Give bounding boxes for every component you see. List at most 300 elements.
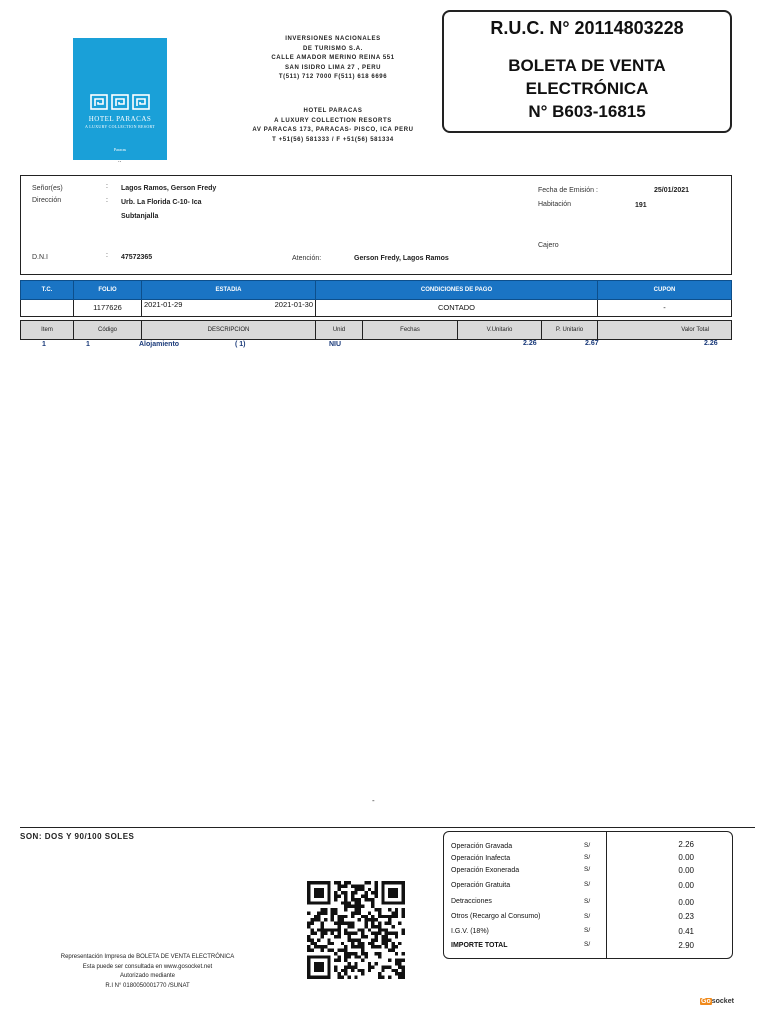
qr-module <box>348 938 351 941</box>
qr-module <box>317 881 320 884</box>
qr-module <box>395 952 398 955</box>
qr-module <box>337 928 340 931</box>
qr-module <box>334 952 337 955</box>
qr-module <box>381 915 384 918</box>
qr-module <box>368 965 371 968</box>
qr-module <box>307 884 310 887</box>
qr-module <box>368 942 371 945</box>
qr-module <box>358 908 361 911</box>
qr-module <box>375 918 378 921</box>
total-value-importe: 2.90 <box>678 941 694 950</box>
qr-module <box>368 898 371 901</box>
qr-module <box>331 942 334 945</box>
qr-module <box>327 976 330 979</box>
qr-module <box>358 942 361 945</box>
qr-module <box>402 908 405 911</box>
qr-module <box>321 945 324 948</box>
amount-in-words: SON: DOS Y 90/100 SOLES <box>20 832 135 841</box>
qr-module <box>398 962 401 965</box>
qr-module <box>375 935 378 938</box>
qr-module <box>310 881 313 884</box>
logo-place: Paracas <box>113 147 127 152</box>
qr-module <box>337 955 340 958</box>
qr-module <box>344 915 347 918</box>
qr-module <box>310 938 313 941</box>
qr-module <box>307 922 310 925</box>
qr-module <box>317 938 320 941</box>
currency-symbol: S/ <box>584 842 591 849</box>
estadia-from: 2021-01-29 <box>144 300 183 309</box>
qr-module <box>344 955 347 958</box>
qr-module <box>321 901 324 904</box>
qr-module <box>307 972 310 975</box>
qr-module <box>378 976 381 979</box>
qr-module <box>334 881 337 884</box>
currency-symbol: S/ <box>584 941 591 948</box>
qr-module <box>327 965 330 968</box>
qr-module <box>398 881 401 884</box>
qr-module <box>368 881 371 884</box>
item-p-unitario: 2.67 <box>585 340 599 347</box>
qr-module <box>351 945 354 948</box>
qr-module <box>385 935 388 938</box>
qr-module <box>368 969 371 972</box>
logo-dot: .. <box>118 158 122 164</box>
qr-module <box>321 932 324 935</box>
col-tc: T.C. <box>21 281 74 299</box>
qr-module <box>358 928 361 931</box>
company-line: T(511) 712 7000 F(511) 618 6696 <box>278 74 388 80</box>
qr-module <box>344 908 347 911</box>
qr-module <box>371 945 374 948</box>
qr-module <box>358 938 361 941</box>
qr-module <box>364 898 367 901</box>
qr-module <box>395 891 398 894</box>
qr-module <box>307 898 310 901</box>
qr-module <box>317 955 320 958</box>
qr-module <box>334 965 337 968</box>
qr-module <box>314 969 317 972</box>
qr-module <box>314 955 317 958</box>
qr-module <box>321 922 324 925</box>
qr-module <box>388 949 391 952</box>
qr-module <box>317 928 320 931</box>
qr-module <box>388 959 391 962</box>
qr-module <box>348 965 351 968</box>
qr-module <box>364 952 367 955</box>
qr-module <box>334 908 337 911</box>
qr-module <box>344 952 347 955</box>
qr-module <box>321 976 324 979</box>
qr-module <box>307 881 310 884</box>
qr-module <box>398 972 401 975</box>
qr-module <box>364 881 367 884</box>
qr-module <box>314 918 317 921</box>
qr-module <box>317 976 320 979</box>
qr-module <box>354 884 357 887</box>
detail-header <box>20 320 732 340</box>
qr-module <box>361 895 364 898</box>
currency-symbol: S/ <box>584 927 591 934</box>
item-v-unitario: 2.26 <box>523 340 537 347</box>
qr-module <box>307 888 310 891</box>
doc-title-line-2: ELECTRÓNICA <box>525 79 649 98</box>
qr-module <box>378 911 381 914</box>
gosocket-text: socket <box>711 998 734 1005</box>
qr-module <box>344 932 347 935</box>
qr-module <box>354 938 357 941</box>
qr-module <box>364 955 367 958</box>
qr-module <box>361 969 364 972</box>
qr-module <box>378 952 381 955</box>
doc-number: N° B603-16815 <box>528 102 646 121</box>
qr-module <box>361 959 364 962</box>
qr-module <box>307 911 310 914</box>
qr-module <box>331 949 334 952</box>
gosocket-badge: Go <box>701 998 711 1005</box>
qr-module <box>391 881 394 884</box>
qr-module <box>354 901 357 904</box>
qr-module <box>364 915 367 918</box>
qr-module <box>402 881 405 884</box>
qr-module <box>317 895 320 898</box>
qr-module <box>327 972 330 975</box>
qr-module <box>388 908 391 911</box>
habitacion-value: 191 <box>635 202 647 209</box>
qr-module <box>402 891 405 894</box>
total-label-inafecta: Operación Inafecta <box>451 855 511 862</box>
qr-module <box>385 932 388 935</box>
qr-module <box>321 949 324 952</box>
qr-module <box>391 932 394 935</box>
currency-symbol: S/ <box>584 913 591 920</box>
divider-line <box>20 827 755 828</box>
qr-module <box>310 928 313 931</box>
qr-module <box>395 888 398 891</box>
qr-module <box>361 935 364 938</box>
qr-module <box>344 965 347 968</box>
qr-module <box>327 969 330 972</box>
qr-module <box>395 911 398 914</box>
qr-module <box>391 895 394 898</box>
qr-module <box>385 942 388 945</box>
qr-module <box>358 955 361 958</box>
blue-header-bar <box>20 280 732 300</box>
qr-module <box>395 969 398 972</box>
qr-module <box>314 901 317 904</box>
qr-module <box>371 905 374 908</box>
qr-module <box>402 888 405 891</box>
item-descripcion: Alojamiento <box>139 341 180 348</box>
fecha-value: 25/01/2021 <box>654 187 690 194</box>
qr-module <box>337 895 340 898</box>
totals-divider <box>606 832 607 958</box>
qr-module <box>307 955 310 958</box>
qr-module <box>337 932 340 935</box>
client-info-box <box>20 175 732 275</box>
qr-module <box>371 942 374 945</box>
footer-line: Representación Impresa de BOLETA DE VENTA ELECTRÓNICA <box>60 954 235 960</box>
qr-module <box>354 888 357 891</box>
qr-module <box>351 905 354 908</box>
company-line: INVERSIONES NACIONALES <box>285 36 381 42</box>
col-condiciones: CONDICIONES DE PAGO <box>316 281 598 299</box>
col-item: Item <box>21 321 74 339</box>
col-p-unitario: P. Unitario <box>542 321 598 339</box>
qr-module <box>344 901 347 904</box>
qr-module <box>358 901 361 904</box>
qr-module <box>354 898 357 901</box>
qr-module <box>331 911 334 914</box>
qr-module <box>348 976 351 979</box>
qr-module <box>334 911 337 914</box>
qr-module <box>402 965 405 968</box>
qr-module <box>402 884 405 887</box>
qr-module <box>314 945 317 948</box>
qr-module <box>375 895 378 898</box>
qr-module <box>337 884 340 887</box>
qr-module <box>344 905 347 908</box>
qr-module <box>324 945 327 948</box>
qr-module <box>341 901 344 904</box>
qr-module <box>307 949 310 952</box>
qr-module <box>391 911 394 914</box>
cajero-label: Cajero <box>538 242 559 249</box>
qr-module <box>388 918 391 921</box>
total-value-otros: 0.23 <box>678 912 694 921</box>
qr-module <box>402 911 405 914</box>
qr-module <box>307 938 310 941</box>
qr-module <box>321 969 324 972</box>
col-codigo: Código <box>74 321 142 339</box>
gosocket-logo <box>700 998 734 1005</box>
qr-module <box>327 884 330 887</box>
qr-module <box>321 911 324 914</box>
qr-module <box>321 888 324 891</box>
qr-module <box>385 965 388 968</box>
qr-module <box>307 959 310 962</box>
qr-module <box>375 908 378 911</box>
qr-module <box>324 955 327 958</box>
qr-module <box>354 932 357 935</box>
qr-module <box>398 901 401 904</box>
qr-module <box>398 965 401 968</box>
footer-legal <box>40 953 255 991</box>
qr-module <box>361 972 364 975</box>
qr-module <box>327 938 330 941</box>
qr-module <box>334 959 337 962</box>
qr-module <box>391 888 394 891</box>
qr-module <box>385 945 388 948</box>
qr-module <box>334 898 337 901</box>
qr-module <box>388 891 391 894</box>
hotel-line: T +51(56) 581333 / F +51(56) 581334 <box>272 136 394 143</box>
qr-module <box>398 922 401 925</box>
col-estadia: ESTADIA <box>142 281 316 299</box>
qr-module <box>334 928 337 931</box>
qr-module <box>351 895 354 898</box>
qr-module <box>310 976 313 979</box>
qr-module <box>314 932 317 935</box>
qr-module <box>385 881 388 884</box>
qr-module <box>354 976 357 979</box>
qr-module <box>317 888 320 891</box>
total-value-igv: 0.41 <box>678 927 694 936</box>
qr-module <box>388 965 391 968</box>
col-unid: Unid <box>316 321 363 339</box>
qr-module <box>375 925 378 928</box>
qr-module <box>324 928 327 931</box>
qr-module <box>337 949 340 952</box>
qr-module <box>381 891 384 894</box>
item-unid: NIU <box>329 341 342 348</box>
estadia-cell <box>142 300 316 316</box>
hotel-line: HOTEL PARACAS <box>303 108 363 114</box>
qr-module <box>361 928 364 931</box>
qr-module <box>344 898 347 901</box>
qr-module <box>378 915 381 918</box>
total-label-gravada: Operación Gravada <box>451 843 513 850</box>
qr-module <box>334 891 337 894</box>
col-fechas: Fechas <box>363 321 458 339</box>
qr-module <box>385 938 388 941</box>
qr-module <box>348 962 351 965</box>
qr-module <box>361 888 364 891</box>
middle-dash: - <box>372 796 375 805</box>
total-label-otros: Otros (Recargo al Consumo) <box>451 913 541 920</box>
qr-module <box>381 928 384 931</box>
qr-module <box>321 928 324 931</box>
currency-symbol: S/ <box>584 866 591 873</box>
doc-title-line-1: BOLETA DE VENTA <box>508 56 666 75</box>
qr-module <box>361 949 364 952</box>
qr-module <box>351 965 354 968</box>
qr-module <box>361 952 364 955</box>
cupon-cell: - <box>663 303 666 312</box>
qr-module <box>314 962 317 965</box>
item-codigo: 1 <box>86 341 90 348</box>
total-label-exonerada: Operación Exonerada <box>451 867 520 874</box>
qr-module <box>321 955 324 958</box>
qr-module <box>364 895 367 898</box>
qr-module <box>388 932 391 935</box>
footer-line: Esta puede ser consultada en www.gosocket.net <box>82 963 213 970</box>
qr-module <box>364 925 367 928</box>
estadia-to: 2021-01-30 <box>274 300 313 309</box>
logo-hotel-name: HOTEL PARACAS <box>88 115 152 123</box>
qr-module <box>341 949 344 952</box>
qr-module <box>391 901 394 904</box>
qr-module <box>327 942 330 945</box>
qr-module <box>358 911 361 914</box>
qr-module <box>351 932 354 935</box>
ruc-box <box>442 10 732 133</box>
qr-module <box>358 905 361 908</box>
qr-module <box>327 888 330 891</box>
qr-module <box>402 969 405 972</box>
qr-module <box>402 901 405 904</box>
qr-module <box>351 969 354 972</box>
qr-module <box>381 884 384 887</box>
qr-module <box>344 969 347 972</box>
qr-module <box>402 895 405 898</box>
currency-symbol: S/ <box>584 898 591 905</box>
qr-module <box>395 901 398 904</box>
qr-module <box>378 922 381 925</box>
qr-module <box>354 911 357 914</box>
qr-module <box>388 901 391 904</box>
qr-module <box>398 942 401 945</box>
qr-module <box>324 932 327 935</box>
footer-line: Autorizado mediante <box>119 973 176 979</box>
qr-module <box>307 935 310 938</box>
qr-module <box>388 922 391 925</box>
qr-module <box>307 901 310 904</box>
qr-module <box>388 976 391 979</box>
qr-module <box>317 969 320 972</box>
qr-module <box>402 928 405 931</box>
qr-module <box>378 928 381 931</box>
qr-module <box>341 922 344 925</box>
qr-module <box>344 895 347 898</box>
qr-module <box>378 945 381 948</box>
qr-module <box>351 891 354 894</box>
qr-module <box>337 959 340 962</box>
qr-module <box>402 932 405 935</box>
qr-module <box>317 965 320 968</box>
hotel-line: A LUXURY COLLECTION RESORTS <box>274 117 392 124</box>
currency-symbol: S/ <box>584 854 591 861</box>
qr-module <box>348 922 351 925</box>
qr-module <box>354 945 357 948</box>
direccion-value-1: Urb. La Florida C-10- Ica <box>121 199 202 206</box>
qr-module <box>337 881 340 884</box>
qr-module <box>385 922 388 925</box>
qr-module <box>327 962 330 965</box>
total-label-importe: IMPORTE TOTAL <box>451 942 508 949</box>
qr-module <box>395 972 398 975</box>
qr-module <box>351 922 354 925</box>
qr-module <box>358 898 361 901</box>
qr-module <box>327 949 330 952</box>
qr-module <box>307 976 310 979</box>
qr-module <box>351 952 354 955</box>
qr-module <box>371 898 374 901</box>
qr-module <box>337 972 340 975</box>
dni-value: 47572365 <box>121 254 153 261</box>
qr-module <box>391 945 394 948</box>
qr-module <box>344 945 347 948</box>
qr-module <box>391 949 394 952</box>
total-value-inafecta: 0.00 <box>678 853 694 862</box>
qr-module <box>331 932 334 935</box>
qr-module <box>327 959 330 962</box>
qr-module <box>324 881 327 884</box>
total-label-detracciones: Detracciones <box>451 898 492 905</box>
qr-module <box>368 918 371 921</box>
qr-module <box>314 881 317 884</box>
qr-module <box>337 976 340 979</box>
qr-module <box>375 884 378 887</box>
qr-module <box>402 976 405 979</box>
qr-module <box>348 955 351 958</box>
qr-module <box>337 922 340 925</box>
qr-module <box>327 891 330 894</box>
qr-module <box>314 976 317 979</box>
atencion-value: Gerson Fredy, Lagos Ramos <box>354 255 449 262</box>
qr-module <box>391 891 394 894</box>
qr-module <box>361 932 364 935</box>
